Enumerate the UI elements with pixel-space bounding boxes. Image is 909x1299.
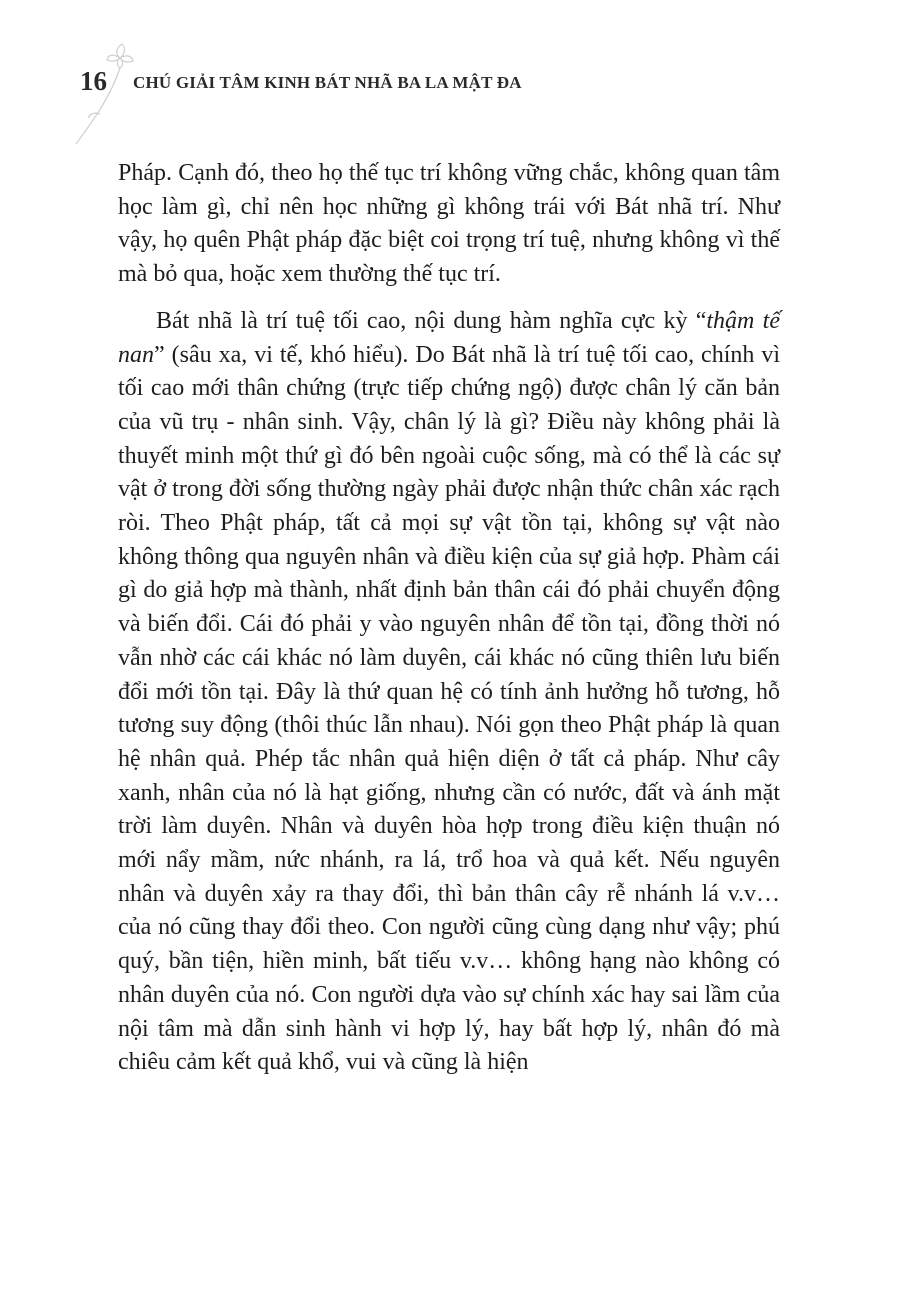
italic-term: thậm tế nan [118,307,780,368]
paragraph-text: Bát nhã là trí tuệ tối cao, nội dung hàm nghĩa cực kỳ “ [156,307,707,334]
page-number: 16 [80,66,107,96]
running-title: CHÚ GIẢI TÂM KINH BÁT NHÃ BA LA MẬT ĐA [133,73,522,92]
paragraph-text: ” (sâu xa, vi tế, khó hiểu). Do Bát nhã là trí tuệ tối cao, chính vì tối cao mới thân chứng (trực tiếp chứng ngộ) được chân lý căn bản của vũ trụ - nhân sinh. Vậy, chân lý là gì? Điều này không phải là thuyết minh một thứ gì đó bên ngoài cuộc sống, mà có thể là các sự vật ở trong đời sống thường ngày phải được nhận thức chân xác rạch ròi. Theo Phật pháp, tất cả mọi sự vật tồn tại, không sự vật nào không thông qua nguyên nhân và điều kiện của sự giả hợp. Phàm cái gì do giả hợp mà thành, nhất định bản thân cái đó phải chuyển động và biến đổi. Cái đó phải y vào nguyên nhân để tồn tại, đồng thời nó vẫn nhờ các cái khác nó làm duyên, cái khác nó cũng thiên lưu biến đổi mới tồn tại. Đây là thứ quan hệ có tính ảnh hưởng hỗ tương, hỗ tương suy động (thôi thúc lẫn nhau). Nói gọn theo Phật pháp là quan hệ nhân quả. Phép tắc nhân quả hiện diện ở tất cả pháp. Như cây xanh, nhân của nó là hạt giống, nhưng cần có nước, đất và ánh mặt trời làm duyên. Nhân và duyên hòa hợp trong điều kiện thuận nó mới nẩy mầm, nức nhánh, ra lá, trổ hoa và quả kết. Nếu nguyên nhân và duyên xảy ra thay đổi, thì bản thân cây rễ nhánh lá v.v… của nó cũng thay đổi theo. Con người cũng cùng dạng như vậy; phú quý, bần tiện, hiền minh, bất tiếu v.v… không hạng nào không có nhân duyên của nó. Con người dựa vào sự chính xác hay sai lầm của nội tâm mà dẫn sinh hành vi hợp lý, hay bất hợp lý, nhân đó mà chiêu cảm kết quả khổ, vui và cũng là hiện [118,341,780,1076]
paragraph: Pháp. Cạnh đó, theo họ thế tục trí không vững chắc, không quan tâm học làm gì, chỉ nên học những gì không trái với Bát nhã trí. Như vậy, họ quên Phật pháp đặc biệt coi trọng trí tuệ, nhưng không vì thế mà bỏ qua, hoặc xem thường thế tục trí. [118,160,780,288]
paragraph [118,305,780,1080]
body-text [118,157,780,1080]
